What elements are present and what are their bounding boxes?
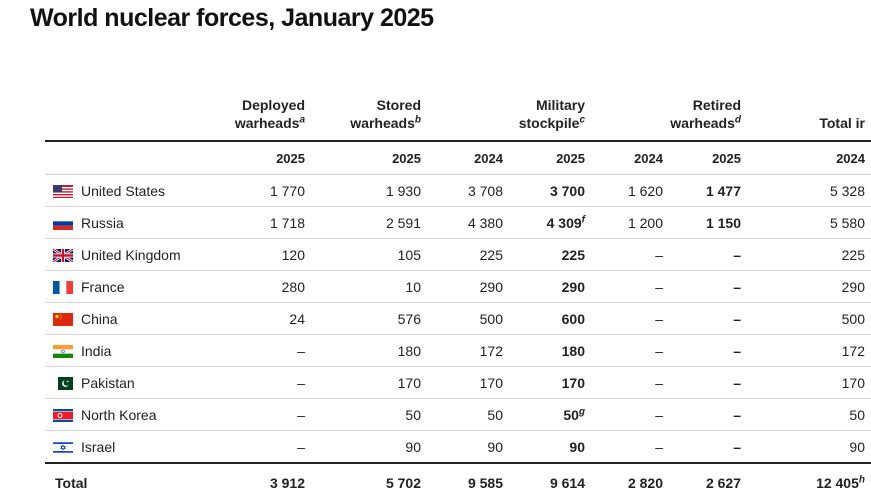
military-2025-cell: 50$^g$: [509, 399, 591, 431]
country-cell: [45, 367, 191, 399]
retired-2024-cell: 1 200: [591, 207, 669, 239]
stored-cell: 90: [311, 431, 427, 464]
total-retired-2024: 2 820: [591, 463, 669, 501]
retired-2024-cell: –: [591, 431, 669, 464]
table-row: [45, 175, 871, 207]
country-name: France: [81, 278, 125, 295]
north-korea-flag-icon: [53, 409, 73, 422]
header-deployed: Deployed warheads$^a$: [191, 70, 311, 141]
military-2025-cell: 4 309$^f$: [509, 207, 591, 239]
stored-cell: 50: [311, 399, 427, 431]
country-name: United Kingdom: [81, 246, 181, 263]
stored-cell: 170: [311, 367, 427, 399]
country-cell: [45, 399, 191, 431]
military-2024-cell: 50: [427, 399, 509, 431]
military-2025-cell: 3 700: [509, 175, 591, 207]
retired-2025-cell: –: [669, 303, 747, 335]
retired-2024-cell: –: [591, 367, 669, 399]
retired-2024-cell: –: [591, 271, 669, 303]
total-label: Total: [45, 463, 191, 501]
deployed-cell: 1 718: [191, 207, 311, 239]
total-2024-cell: 5 328: [747, 175, 871, 207]
stored-cell: 2 591: [311, 207, 427, 239]
header-military: Military stockpile$^c$: [509, 70, 591, 141]
year-deployed: 2025: [191, 141, 311, 175]
year-spacer: [45, 141, 191, 175]
retired-2024-cell: –: [591, 335, 669, 367]
deployed-cell: –: [191, 335, 311, 367]
total-retired-2025: 2 627: [669, 463, 747, 501]
year-retired-2025: 2025: [669, 141, 747, 175]
header-country: [45, 70, 191, 141]
military-2024-cell: 4 380: [427, 207, 509, 239]
page-title: World nuclear forces, January 2025: [30, 4, 434, 32]
country-name: United States: [81, 182, 166, 199]
us-flag-icon: [53, 185, 73, 198]
total-military-2025: 9 614: [509, 463, 591, 501]
footnote-marker: f: [581, 213, 585, 225]
deployed-cell: 1 770: [191, 175, 311, 207]
pakistan-flag-icon: [53, 377, 73, 390]
total-2024-cell: 500: [747, 303, 871, 335]
military-2024-cell: 170: [427, 367, 509, 399]
nuclear-forces-table: [45, 70, 871, 501]
total-2024-cell: 172: [747, 335, 871, 367]
country-cell: [45, 335, 191, 367]
deployed-cell: 24: [191, 303, 311, 335]
country-name: Israel: [81, 438, 116, 455]
military-2024-cell: 290: [427, 271, 509, 303]
retired-2025-cell: –: [669, 271, 747, 303]
total-2024-cell: 5 580: [747, 207, 871, 239]
table-row: [45, 303, 871, 335]
country-cell: [45, 303, 191, 335]
footnote-h: h: [858, 474, 865, 486]
table-row: [45, 271, 871, 303]
country-cell: [45, 431, 191, 464]
israel-flag-icon: [53, 441, 73, 454]
deployed-cell: –: [191, 367, 311, 399]
retired-2024-cell: 1 620: [591, 175, 669, 207]
country-name: Pakistan: [81, 374, 135, 391]
stored-cell: 105: [311, 239, 427, 271]
russia-flag-icon: [53, 217, 73, 230]
military-2025-cell: 290: [509, 271, 591, 303]
total-2024-cell: 90: [747, 431, 871, 464]
country-cell: [45, 175, 191, 207]
retired-2024-cell: –: [591, 239, 669, 271]
year-military-2025: 2025: [509, 141, 591, 175]
retired-2025-cell: –: [669, 431, 747, 464]
retired-2025-cell: –: [669, 399, 747, 431]
retired-2025-cell: –: [669, 367, 747, 399]
military-2024-cell: 90: [427, 431, 509, 464]
country-cell: [45, 271, 191, 303]
stored-cell: 180: [311, 335, 427, 367]
total-2024-cell: 290: [747, 271, 871, 303]
deployed-cell: 280: [191, 271, 311, 303]
nuclear-forces-table-container: [45, 70, 871, 501]
footnote-b: b: [414, 114, 421, 126]
retired-2025-cell: –: [669, 335, 747, 367]
military-2025-cell: 225: [509, 239, 591, 271]
retired-2024-cell: –: [591, 303, 669, 335]
year-row: [45, 141, 871, 175]
military-2024-cell: 3 708: [427, 175, 509, 207]
military-2024-cell: 500: [427, 303, 509, 335]
country-name: India: [81, 342, 112, 359]
stored-cell: 10: [311, 271, 427, 303]
total-deployed: 3 912: [191, 463, 311, 501]
footnote-d: d: [734, 114, 741, 126]
table-row: [45, 431, 871, 464]
country-name: North Korea: [81, 406, 157, 423]
year-stored: 2025: [311, 141, 427, 175]
footnote-marker: g: [578, 405, 585, 417]
country-name: China: [81, 310, 118, 327]
header-total: Total ir: [747, 70, 871, 141]
deployed-cell: –: [191, 399, 311, 431]
header-stored: Stored warheads$^b$: [311, 70, 427, 141]
retired-2025-cell: 1 150: [669, 207, 747, 239]
military-2025-cell: 170: [509, 367, 591, 399]
military-2025-cell: 90: [509, 431, 591, 464]
table-row: [45, 367, 871, 399]
header-row: [45, 70, 871, 141]
deployed-cell: 120: [191, 239, 311, 271]
total-2024-cell: 225: [747, 239, 871, 271]
table-row: [45, 399, 871, 431]
table-row: [45, 239, 871, 271]
total-total-2024: 12 405$^h$: [747, 463, 871, 501]
footnote-a: a: [299, 114, 305, 126]
header-military-spacer: [427, 70, 509, 141]
retired-2025-cell: –: [669, 239, 747, 271]
total-2024-cell: 50: [747, 399, 871, 431]
header-retired-spacer: [591, 70, 669, 141]
stored-cell: 1 930: [311, 175, 427, 207]
total-2024-cell: 170: [747, 367, 871, 399]
retired-2025-cell: 1 477: [669, 175, 747, 207]
year-military-2024: 2024: [427, 141, 509, 175]
stored-cell: 576: [311, 303, 427, 335]
military-2025-cell: 180: [509, 335, 591, 367]
table-row: [45, 335, 871, 367]
total-row: [45, 463, 871, 501]
deployed-cell: –: [191, 431, 311, 464]
total-stored: 5 702: [311, 463, 427, 501]
france-flag-icon: [53, 281, 73, 294]
table-row: [45, 207, 871, 239]
military-2024-cell: 225: [427, 239, 509, 271]
total-military-2024: 9 585: [427, 463, 509, 501]
header-retired: Retired warheads$^d$: [669, 70, 747, 141]
retired-2024-cell: –: [591, 399, 669, 431]
footnote-c: c: [579, 114, 585, 126]
china-flag-icon: [53, 313, 73, 326]
military-2025-cell: 600: [509, 303, 591, 335]
military-2024-cell: 172: [427, 335, 509, 367]
uk-flag-icon: [53, 249, 73, 262]
country-cell: [45, 207, 191, 239]
year-retired-2024: 2024: [591, 141, 669, 175]
year-total-2024: 2024: [747, 141, 871, 175]
country-name: Russia: [81, 214, 124, 231]
india-flag-icon: [53, 345, 73, 358]
country-cell: [45, 239, 191, 271]
